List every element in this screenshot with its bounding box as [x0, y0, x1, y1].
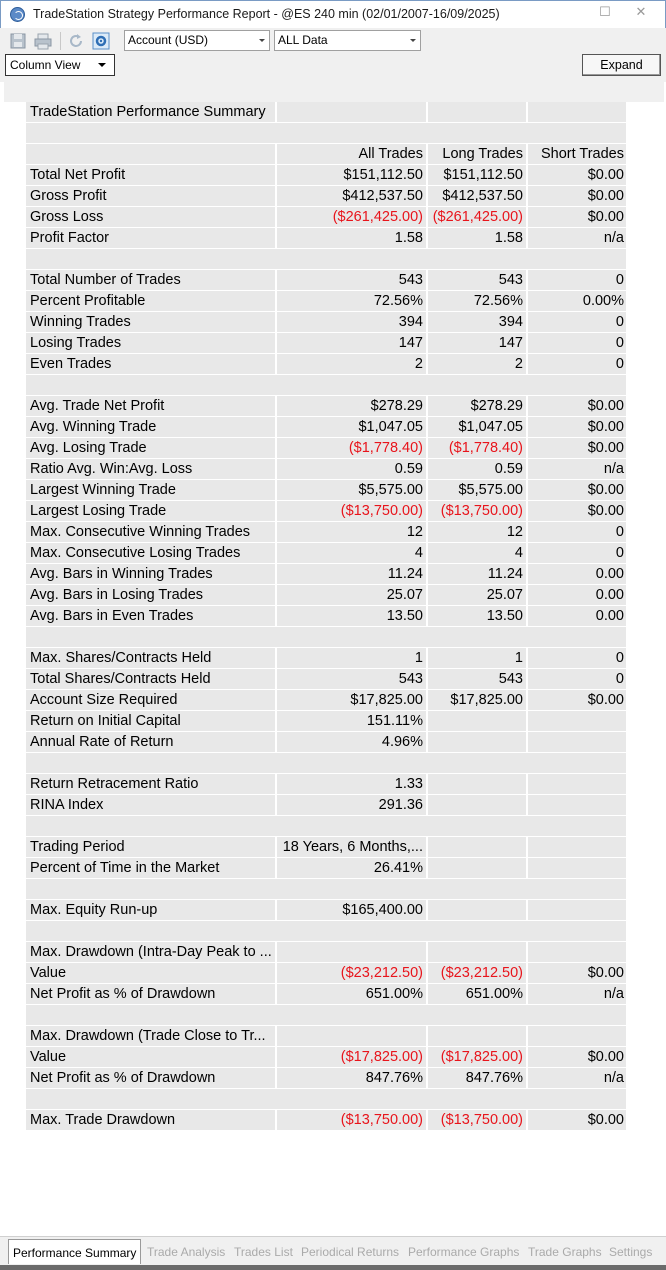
metric-value-all: ($23,212.50)	[277, 963, 426, 983]
empty-cell	[277, 102, 426, 122]
metric-value-all: $412,537.50	[277, 186, 426, 206]
metric-value-all: ($13,750.00)	[277, 501, 426, 521]
metric-value-all	[277, 942, 426, 962]
empty-cell	[528, 858, 626, 878]
table-row	[26, 459, 626, 480]
empty-cell	[428, 795, 526, 815]
table-row	[26, 354, 626, 375]
metric-value-short: $0.00	[528, 1047, 626, 1067]
metric-label: Total Net Profit	[26, 165, 275, 185]
table-row	[26, 1068, 626, 1089]
metric-value-all: 291.36	[277, 795, 426, 815]
metric-value-all: 25.07	[277, 585, 426, 605]
metric-label: Max. Equity Run-up	[26, 900, 275, 920]
metric-value-long: 147	[428, 333, 526, 353]
metric-value-short: 0	[528, 312, 626, 332]
metric-label: Percent of Time in the Market	[26, 858, 275, 878]
chevron-down-icon	[259, 39, 265, 42]
metric-value-all: 147	[277, 333, 426, 353]
metric-value-all: 18 Years, 6 Months,...	[277, 837, 426, 857]
metric-label: Max. Trade Drawdown	[26, 1110, 275, 1130]
table-row	[26, 669, 626, 690]
metric-value-short: 0.00	[528, 606, 626, 626]
metric-value-long: 1	[428, 648, 526, 668]
metric-value-long: ($13,750.00)	[428, 501, 526, 521]
metric-value-all	[277, 1026, 426, 1046]
blank-row	[26, 249, 626, 269]
metric-value-all: 26.41%	[277, 858, 426, 878]
table-row	[26, 417, 626, 438]
table-row	[26, 606, 626, 627]
table-row	[26, 270, 626, 291]
metric-label: RINA Index	[26, 795, 275, 815]
report-title: TradeStation Performance Summary	[26, 102, 275, 122]
metric-value-short: $0.00	[528, 186, 626, 206]
metric-value-short: $0.00	[528, 165, 626, 185]
chevron-down-icon	[410, 39, 416, 42]
header-blank	[26, 144, 275, 164]
blank-row	[26, 816, 626, 836]
metric-value-short: n/a	[528, 984, 626, 1004]
metric-value-all: 1.58	[277, 228, 426, 248]
metric-value-long: 0.59	[428, 459, 526, 479]
tab-trade-graphs[interactable]: Trade Graphs	[528, 1245, 602, 1259]
blank-row	[26, 627, 626, 647]
toolbar	[0, 28, 666, 54]
metric-value-long: 847.76%	[428, 1068, 526, 1088]
table-row	[26, 228, 626, 249]
currency-select[interactable]	[124, 30, 270, 51]
metric-label: Return Retracement Ratio	[26, 774, 275, 794]
metric-value-short: $0.00	[528, 690, 626, 710]
metric-value-all: 2	[277, 354, 426, 374]
table-row	[26, 711, 626, 732]
table-row	[26, 564, 626, 585]
metric-value-long: ($17,825.00)	[428, 1047, 526, 1067]
tab-settings[interactable]: Settings	[609, 1245, 653, 1259]
metric-value-short: $0.00	[528, 438, 626, 458]
metric-value-short: $0.00	[528, 501, 626, 521]
table-row	[26, 480, 626, 501]
table-row	[26, 1047, 626, 1068]
metric-value-all: 543	[277, 270, 426, 290]
metric-value-long: $17,825.00	[428, 690, 526, 710]
metric-value-long: 11.24	[428, 564, 526, 584]
metric-label: Even Trades	[26, 354, 275, 374]
empty-cell	[528, 774, 626, 794]
metric-label: Max. Shares/Contracts Held	[26, 648, 275, 668]
metric-value-all: $1,047.05	[277, 417, 426, 437]
table-row	[26, 585, 626, 606]
metric-value-short: 0	[528, 354, 626, 374]
metric-value-long: $151,112.50	[428, 165, 526, 185]
metric-value-all: 72.56%	[277, 291, 426, 311]
table-row	[26, 438, 626, 459]
data-range-select[interactable]	[274, 30, 421, 51]
blank-row	[26, 879, 626, 899]
metric-value-short	[528, 942, 626, 962]
metric-value-all: 13.50	[277, 606, 426, 626]
metric-value-short	[528, 1026, 626, 1046]
metric-value-long: ($1,778.40)	[428, 438, 526, 458]
empty-cell	[428, 774, 526, 794]
view-bar	[0, 54, 666, 82]
metric-label: Max. Drawdown (Trade Close to Tr...	[26, 1026, 275, 1046]
table-row	[26, 501, 626, 522]
expand-button[interactable]: Expand	[582, 54, 661, 76]
metric-value-short: 0	[528, 543, 626, 563]
window-title: TradeStation Strategy Performance Report - @ES 240 min (02/01/2007-16/09/2025)	[33, 7, 500, 21]
metric-label: Largest Winning Trade	[26, 480, 275, 500]
blank-row	[26, 921, 626, 941]
empty-cell	[428, 732, 526, 752]
table-row	[26, 732, 626, 753]
blank-row	[26, 1005, 626, 1025]
chevron-down-icon	[98, 63, 106, 67]
metric-label: Max. Consecutive Winning Trades	[26, 522, 275, 542]
metric-value-all: 651.00%	[277, 984, 426, 1004]
metric-value-all: 1.33	[277, 774, 426, 794]
metric-label: Max. Consecutive Losing Trades	[26, 543, 275, 563]
metric-value-all: 543	[277, 669, 426, 689]
metric-value-long: 25.07	[428, 585, 526, 605]
table-row	[26, 795, 626, 816]
metric-value-all: ($13,750.00)	[277, 1110, 426, 1130]
metric-value-long: 394	[428, 312, 526, 332]
metric-value-short: 0.00	[528, 564, 626, 584]
tab-periodical-returns[interactable]: Periodical Returns	[301, 1245, 400, 1259]
header-long-trades: Long Trades	[428, 144, 526, 164]
metric-value-all: 1	[277, 648, 426, 668]
settings-icon[interactable]	[92, 32, 110, 50]
empty-cell	[428, 711, 526, 731]
empty-cell	[528, 732, 626, 752]
metric-value-long: 2	[428, 354, 526, 374]
table-row	[26, 165, 626, 186]
metric-value-all: $17,825.00	[277, 690, 426, 710]
metric-value-short: 0	[528, 333, 626, 353]
metric-value-short: 0	[528, 522, 626, 542]
metric-value-long: 543	[428, 270, 526, 290]
metric-value-short: $0.00	[528, 480, 626, 500]
metric-value-all: 4.96%	[277, 732, 426, 752]
header-short-trades: Short Trades	[528, 144, 626, 164]
metric-value-short: $0.00	[528, 396, 626, 416]
metric-value-all: $5,575.00	[277, 480, 426, 500]
metric-value-long: 12	[428, 522, 526, 542]
metric-value-all: $165,400.00	[277, 900, 426, 920]
metric-value-all: ($261,425.00)	[277, 207, 426, 227]
table-row	[26, 333, 626, 354]
metric-value-long: 543	[428, 669, 526, 689]
metric-value-long: 4	[428, 543, 526, 563]
metric-label: Trading Period	[26, 837, 275, 857]
table-row	[26, 963, 626, 984]
metric-value-all: ($1,778.40)	[277, 438, 426, 458]
save-icon[interactable]	[9, 32, 27, 50]
table-row	[26, 396, 626, 417]
metric-label: Winning Trades	[26, 312, 275, 332]
table-row	[26, 291, 626, 312]
metric-value-all: 394	[277, 312, 426, 332]
metric-label: Max. Drawdown (Intra-Day Peak to ...	[26, 942, 275, 962]
view-mode-value: Column View	[10, 58, 81, 72]
table-row	[26, 837, 626, 858]
status-strip	[0, 1265, 666, 1270]
metric-value-all: 847.76%	[277, 1068, 426, 1088]
table-row	[26, 144, 626, 165]
empty-cell	[428, 900, 526, 920]
tab-trades-list[interactable]: Trades List	[234, 1245, 293, 1259]
empty-cell	[528, 711, 626, 731]
metric-value-long: 1.58	[428, 228, 526, 248]
table-row	[26, 102, 626, 123]
table-row	[26, 690, 626, 711]
metric-value-long	[428, 942, 526, 962]
metric-value-long: $5,575.00	[428, 480, 526, 500]
metric-value-long: $278.29	[428, 396, 526, 416]
blank-row	[26, 123, 626, 143]
metric-label: Avg. Bars in Losing Trades	[26, 585, 275, 605]
empty-cell	[528, 102, 626, 122]
metric-value-short: 0	[528, 648, 626, 668]
table-row	[26, 186, 626, 207]
metric-value-short: n/a	[528, 1068, 626, 1088]
empty-cell	[428, 102, 526, 122]
empty-cell	[528, 900, 626, 920]
view-mode-select[interactable]	[5, 54, 115, 76]
report-panel	[4, 82, 664, 1236]
toolbar-separator	[60, 32, 61, 50]
metric-label: Annual Rate of Return	[26, 732, 275, 752]
metric-label: Avg. Winning Trade	[26, 417, 275, 437]
table-row	[26, 207, 626, 228]
metric-value-short: 0.00%	[528, 291, 626, 311]
blank-row	[26, 1089, 626, 1109]
metric-value-all: $278.29	[277, 396, 426, 416]
table-row	[26, 1110, 626, 1131]
tab-trade-analysis[interactable]: Trade Analysis	[147, 1245, 226, 1259]
blank-row	[26, 753, 626, 773]
metric-value-long: $1,047.05	[428, 417, 526, 437]
metric-value-long: 13.50	[428, 606, 526, 626]
empty-cell	[528, 837, 626, 857]
close-button[interactable]: ✕	[635, 4, 647, 19]
metric-value-short: $0.00	[528, 1110, 626, 1130]
metric-value-long: $412,537.50	[428, 186, 526, 206]
metric-value-long: 72.56%	[428, 291, 526, 311]
metric-value-all: ($17,825.00)	[277, 1047, 426, 1067]
metric-value-long: ($261,425.00)	[428, 207, 526, 227]
table-row	[26, 900, 626, 921]
tab-performance-graphs[interactable]: Performance Graphs	[408, 1245, 520, 1259]
metric-label: Total Shares/Contracts Held	[26, 669, 275, 689]
empty-cell	[428, 837, 526, 857]
empty-cell	[428, 858, 526, 878]
metric-value-short: 0.00	[528, 585, 626, 605]
metric-label: Percent Profitable	[26, 291, 275, 311]
blank-row	[26, 375, 626, 395]
metric-label: Avg. Trade Net Profit	[26, 396, 275, 416]
metric-value-all: 11.24	[277, 564, 426, 584]
metric-value-all: 151.11%	[277, 711, 426, 731]
table-row	[26, 984, 626, 1005]
empty-cell	[528, 795, 626, 815]
metric-label: Largest Losing Trade	[26, 501, 275, 521]
currency-select-value: Account (USD)	[128, 33, 209, 47]
metric-label: Return on Initial Capital	[26, 711, 275, 731]
tab-performance-summary[interactable]: Performance Summary	[8, 1239, 141, 1264]
print-icon[interactable]	[34, 32, 52, 50]
metric-value-short: $0.00	[528, 963, 626, 983]
metric-value-short: $0.00	[528, 417, 626, 437]
metric-label: Total Number of Trades	[26, 270, 275, 290]
title-bar	[0, 0, 666, 28]
metric-value-long: ($13,750.00)	[428, 1110, 526, 1130]
metric-label: Net Profit as % of Drawdown	[26, 1068, 275, 1088]
performance-summary-report[interactable]	[4, 102, 664, 1236]
metric-value-all: 4	[277, 543, 426, 563]
metric-value-long: 651.00%	[428, 984, 526, 1004]
metric-label: Value	[26, 1047, 275, 1067]
table-row	[26, 648, 626, 669]
table-row	[26, 312, 626, 333]
header-all-trades: All Trades	[277, 144, 426, 164]
metric-value-long: ($23,212.50)	[428, 963, 526, 983]
metric-value-all: 0.59	[277, 459, 426, 479]
metric-label: Net Profit as % of Drawdown	[26, 984, 275, 1004]
table-row	[26, 543, 626, 564]
metric-value-all: 12	[277, 522, 426, 542]
metric-label: Ratio Avg. Win:Avg. Loss	[26, 459, 275, 479]
metric-value-short: 0	[528, 669, 626, 689]
metric-label: Value	[26, 963, 275, 983]
table-row	[26, 858, 626, 879]
metric-label: Avg. Bars in Even Trades	[26, 606, 275, 626]
metric-label: Profit Factor	[26, 228, 275, 248]
table-row	[26, 1026, 626, 1047]
metric-value-all: $151,112.50	[277, 165, 426, 185]
metric-value-short: $0.00	[528, 207, 626, 227]
table-row	[26, 522, 626, 543]
data-range-select-value: ALL Data	[278, 33, 328, 47]
metric-label: Losing Trades	[26, 333, 275, 353]
metric-value-short: n/a	[528, 228, 626, 248]
metric-label: Account Size Required	[26, 690, 275, 710]
metric-value-short: 0	[528, 270, 626, 290]
metric-value-short: n/a	[528, 459, 626, 479]
metric-label: Gross Profit	[26, 186, 275, 206]
metric-value-long	[428, 1026, 526, 1046]
table-row	[26, 942, 626, 963]
metric-label: Avg. Bars in Winning Trades	[26, 564, 275, 584]
tradestation-app-icon	[10, 7, 25, 22]
table-row	[26, 774, 626, 795]
metric-label: Gross Loss	[26, 207, 275, 227]
refresh-icon[interactable]	[67, 32, 85, 50]
metric-label: Avg. Losing Trade	[26, 438, 275, 458]
maximize-button[interactable]: ☐	[599, 4, 611, 19]
